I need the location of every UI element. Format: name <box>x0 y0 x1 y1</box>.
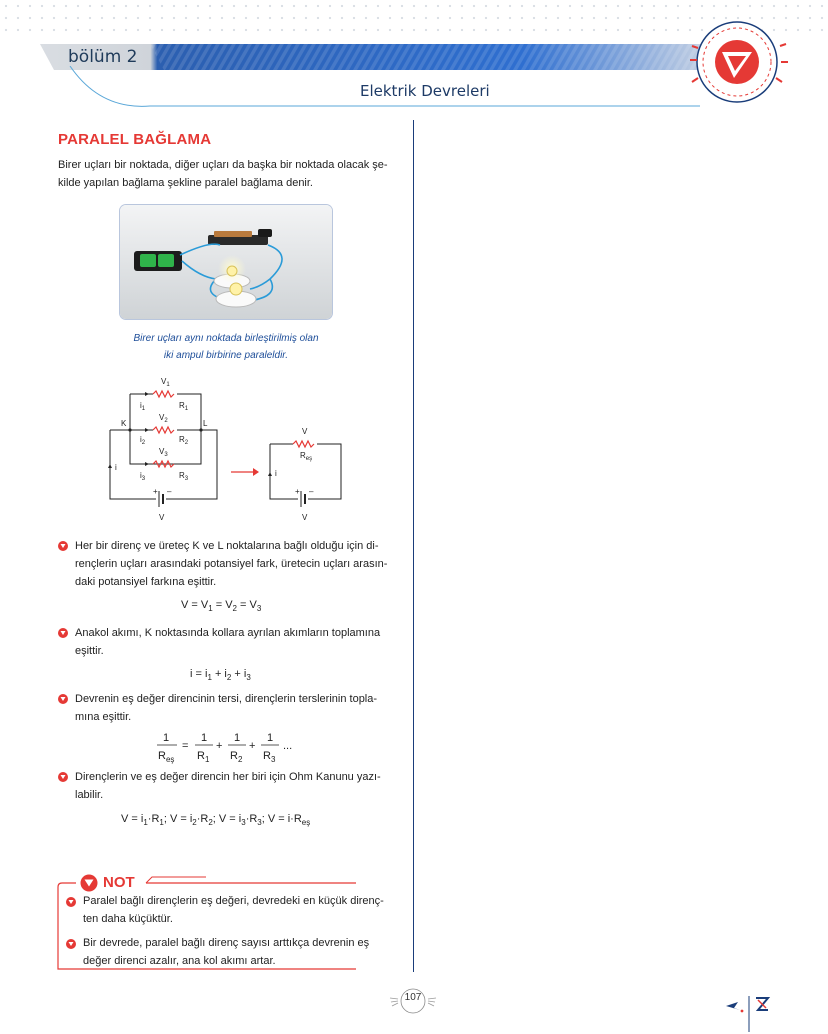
bullet-3-line-1: Devrenin eş değer direncinin tersi, dirençlerin terslerinin topla- <box>75 693 378 705</box>
formula-equivalent-resistance <box>155 730 305 766</box>
publisher-logo-icon <box>724 992 774 1032</box>
label-r2: $R_2$ <box>179 435 189 446</box>
label-l: L <box>203 419 208 428</box>
svg-text:R1: $R_1$ <box>197 750 210 764</box>
bullet-2-line-1: Anakol akımı, K noktasında kollara ayrılan akımların toplamına <box>75 627 381 639</box>
bullet-3-line-2: mına eşittir. <box>75 711 132 723</box>
svg-text:R3: $R_3$ <box>263 750 276 764</box>
right-label-v: V <box>302 427 308 436</box>
caption-line-1: Birer uçları aynı noktada birleştirilmiş olan <box>133 333 319 344</box>
bullet-2-line-2: eşittir. <box>75 645 104 657</box>
page-title: Elektrik Devreleri <box>360 82 490 100</box>
section-title: PARALEL BAĞLAMA <box>58 131 212 148</box>
right-label-plus: + <box>295 487 300 496</box>
label-v3: $V_3$ <box>159 447 168 458</box>
svg-text:+: + <box>216 740 223 752</box>
right-label-i: i <box>275 469 277 478</box>
bullet-1-line-1: Her bir direnç ve üreteç K ve L noktalarına bağlı olduğu için di- <box>75 540 379 552</box>
note-title: NOT <box>103 874 135 891</box>
note-item-1-line-1: Paralel bağlı dirençlerin eş değeri, devredeki en küçük direnç- <box>83 895 384 907</box>
resistor-r2 <box>153 427 174 433</box>
formula-voltage: $V = V_1 = V_2 = V_3$ <box>181 599 262 614</box>
label-r3: $R_3$ <box>179 471 189 482</box>
label-minus: – <box>167 487 172 496</box>
bullet-arrow-icon <box>58 772 68 782</box>
label-v1: $V_1$ <box>161 377 170 388</box>
label-i: i <box>115 463 117 472</box>
svg-text:Reş: $R_{eş}$ <box>158 750 175 764</box>
svg-text:1: 1 <box>234 732 241 744</box>
bullet-arrow-icon <box>66 939 76 949</box>
resistor-req <box>293 441 314 447</box>
bullet-1-line-3: daki potansiyel farkına eşittir. <box>75 576 217 588</box>
right-label-minus: – <box>309 487 314 496</box>
bullet-1-line-2: rençlerin uçları arasındaki potansiyel fark, üretecin uçları arasın- <box>75 558 388 570</box>
bullet-arrow-icon <box>58 541 68 551</box>
intro-line-1: Birer uçları bir noktada, diğer uçları da başka bir noktada olacak şe- <box>58 159 388 171</box>
column-divider <box>413 120 414 972</box>
note-arrow-icon <box>80 874 98 892</box>
svg-text:=: = <box>182 740 189 752</box>
page-number: 107 <box>404 992 422 1003</box>
svg-text:1: 1 <box>267 732 274 744</box>
bullet-arrow-icon <box>58 628 68 638</box>
note-item-2-line-2: değer direnci azalır, ana kol akımı artar. <box>83 955 276 967</box>
svg-text:+: + <box>249 740 256 752</box>
note-item-1-line-2: ten daha küçüktür. <box>83 913 173 925</box>
label-plus: + <box>153 487 158 496</box>
svg-text:R2: $R_2$ <box>230 750 243 764</box>
label-v: V <box>159 513 165 522</box>
formula-current: $i = i_1 + i_2 + i_3$ <box>190 668 251 683</box>
bullet-arrow-icon <box>66 897 76 907</box>
brand-badge-icon <box>684 16 794 112</box>
bullet-4-line-2: labilir. <box>75 789 104 801</box>
caption-line-2: iki ampul birbirine paraleldir. <box>163 350 289 361</box>
parallel-bulbs-photo <box>120 205 332 319</box>
chapter-label: bölüm 2 <box>68 47 138 67</box>
bullet-4-line-1: Dirençlerin ve eş değer direncin her biri için Ohm Kanunu yazı- <box>75 771 381 783</box>
note-item-2-line-1: Bir devrede, paralel bağlı direnç sayısı arttıkça devrenin eş <box>83 937 370 949</box>
right-label-req: $R_{eş}$ <box>300 451 313 462</box>
svg-text:1: 1 <box>163 732 170 744</box>
svg-text:...: ... <box>283 740 293 752</box>
parallel-circuit-diagram <box>95 372 355 524</box>
photo-caption <box>110 330 342 364</box>
label-v2: $V_2$ <box>159 413 168 424</box>
label-r1: $R_1$ <box>179 401 189 412</box>
label-k: K <box>121 419 127 428</box>
label-i2: $i_2$ <box>140 435 146 446</box>
bullet-arrow-icon <box>58 694 68 704</box>
resistor-r1 <box>153 391 174 397</box>
svg-text:1: 1 <box>201 732 208 744</box>
right-label-vbat: V <box>302 513 308 522</box>
label-i3: $i_3$ <box>140 471 146 482</box>
intro-line-2: kilde yapılan bağlama şekline paralel bağlama denir. <box>58 177 313 189</box>
label-i1: $i_1$ <box>140 401 146 412</box>
formula-ohm-law: $V = i_1\cdot R_1$; $V = i_2\cdot R_2$; $V = i_3\cdot R_3$; $V = i\cdot R_{eş}$ <box>121 813 311 828</box>
